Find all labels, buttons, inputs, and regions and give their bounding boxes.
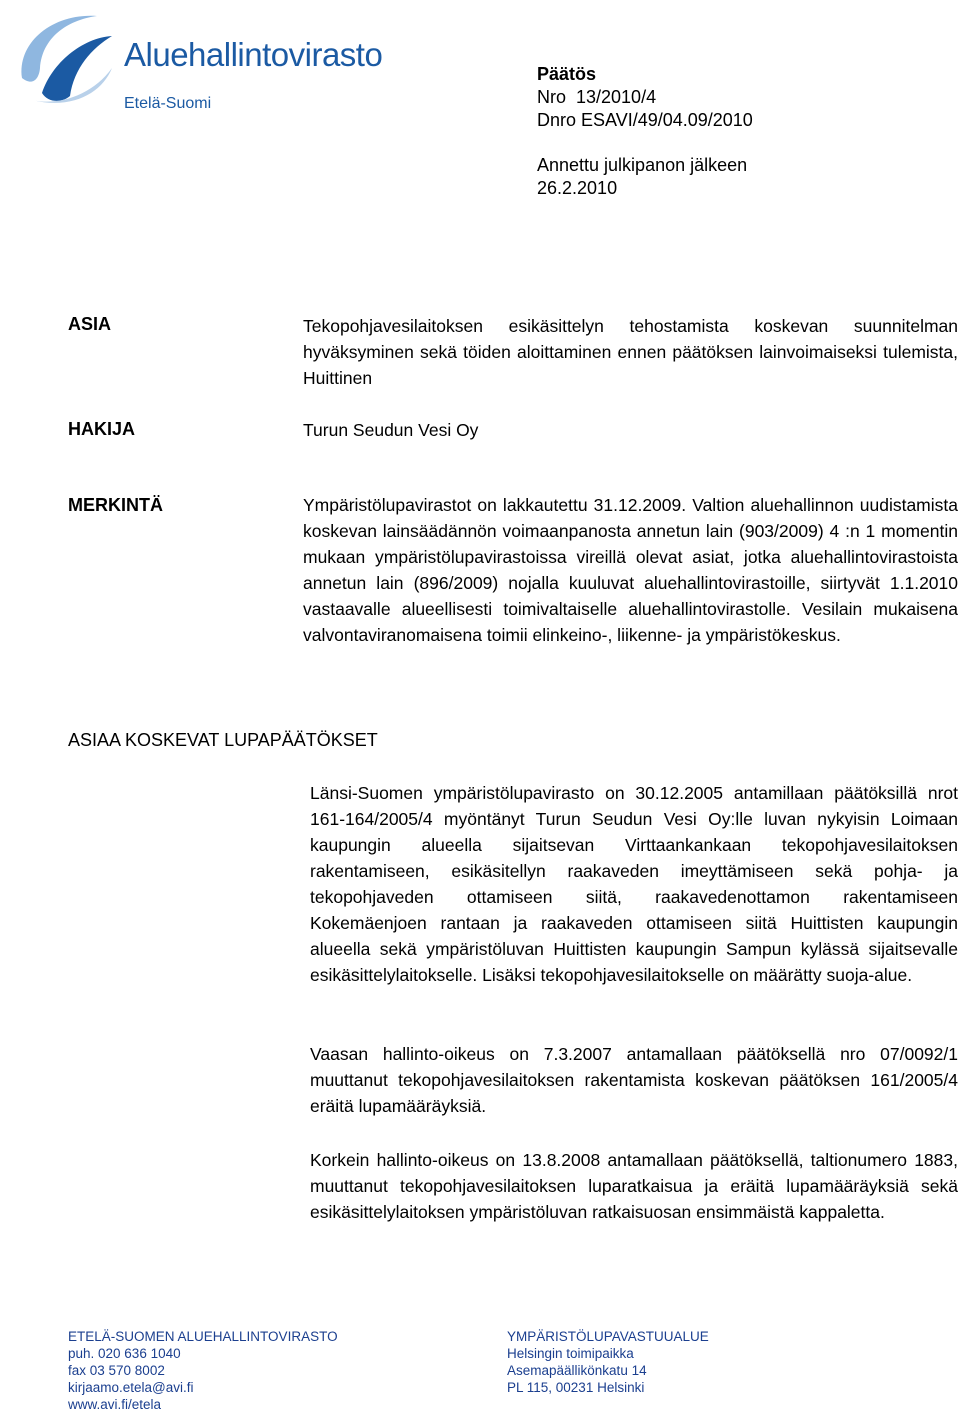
logo-wordmark: Aluehallintovirasto <box>124 36 383 73</box>
dnro: Dnro ESAVI/49/04.09/2010 <box>537 110 753 130</box>
luvat-paragraph-2: Vaasan hallinto-oikeus on 7.3.2007 antamallaan päätöksellä nro 07/0092/1 muuttanut tekopohjavesilaitoksen rakentamista koskevan päätöksen 161/2005/4 eräitä lupamääräyksiä. <box>310 1044 958 1116</box>
footer-street: Asemapäällikönkatu 14 <box>507 1363 647 1378</box>
luvat-paragraph-1: Länsi-Suomen ympäristölupavirasto on 30.12.2005 antamillaan päätöksillä nrot 161-164/2005/4 myöntänyt Turun Seudun Vesi Oy:lle luvan nykyisin Loimaan kaupungin alueella sijaitsevan Virttaankankaan tekopohjavesilaitoksen rakentamiseen, esikäsitellyn raakaveden imeyttämiseen sekä pohja- ja tekopohjaveden ottamiseen siitä, raakavedenottamon rakentamiseen Kokemäenjoen rantaan ja raakaveden ottamiseen siitä Huittisten kaupungin alueella sekä ympäristöluvan Huittisten kaupungin Sampun kylässä sijaitsevalle esikäsittelylaitokselle. Lisäksi tekopohjavesilaitokselle on määrätty suoja-alue. <box>310 783 958 985</box>
decision-number: Nro 13/2010/4 <box>537 87 657 107</box>
asia-label: ASIA <box>68 314 112 334</box>
issued-date: 26.2.2010 <box>537 178 618 198</box>
decision-header <box>537 63 753 200</box>
doc-type: Päätös <box>537 64 597 84</box>
region-name: Etelä-Suomi <box>124 95 212 112</box>
luvat-paragraph-3: Korkein hallinto-oikeus on 13.8.2008 antamallaan päätöksellä, taltionumero 1883, muuttanut tekopohjavesilaitoksen luparatkaisua ja eräitä lupamääräyksiä sekä esikäsittelylaitoksen ympäristöluvan ratkaisuosan ensimmäistä kappaletta. <box>310 1150 958 1222</box>
footer-website[interactable]: www.avi.fi/etela <box>68 1397 162 1412</box>
footer-unit: YMPÄRISTÖLUPAVASTUUALUE <box>507 1329 709 1344</box>
footer-pobox: PL 115, 00231 Helsinki <box>507 1380 645 1395</box>
footer-left <box>68 1328 338 1413</box>
hakija-label: HAKIJA <box>68 419 136 439</box>
logo-emblem-icon <box>12 8 122 108</box>
footer-agency: ETELÄ-SUOMEN ALUEHALLINTOVIRASTO <box>68 1329 338 1344</box>
footer-phone: puh. 020 636 1040 <box>68 1346 181 1361</box>
merkinta-text: Ympäristölupavirastot on lakkautettu 31.12.2009. Valtion aluehallinnon uudistamista koskevan lainsäädännön voimaanpanosta annetun lain (903/2009) 4 :n 1 momentin mukaan ympäristölupavirastoissa vireillä olevat asiat, jotka aluehallintovirastoista annetun lain (896/2009) nojalla kuuluvat aluehallintovirastoille, siirtyvät 1.1.2010 vastaavalle alueellisesti toimivaltaiselle aluehallintovirastolle. Vesilain mukaisena valvontaviranomaisena toimii elinkeino-, liikenne- ja ympäristökeskus. <box>303 495 958 645</box>
issued-line-1: Annettu julkipanon jälkeen <box>537 155 748 175</box>
footer-fax: fax 03 570 8002 <box>68 1363 165 1378</box>
footer-right <box>507 1328 709 1396</box>
footer-email[interactable]: kirjaamo.etela@avi.fi <box>68 1380 194 1395</box>
footer-office: Helsingin toimipaikka <box>507 1346 634 1361</box>
hakija-text: Turun Seudun Vesi Oy <box>303 420 479 440</box>
asia-text: Tekopohjavesilaitoksen esikäsittelyn tehostamista koskevan suunnitelman hyväksyminen sekä töiden aloittaminen ennen päätöksen lainvoimaiseksi tulemista, Huittinen <box>303 316 958 388</box>
luvat-heading: ASIAA KOSKEVAT LUPAPÄÄTÖKSET <box>68 730 378 750</box>
merkinta-label: MERKINTÄ <box>68 495 163 515</box>
